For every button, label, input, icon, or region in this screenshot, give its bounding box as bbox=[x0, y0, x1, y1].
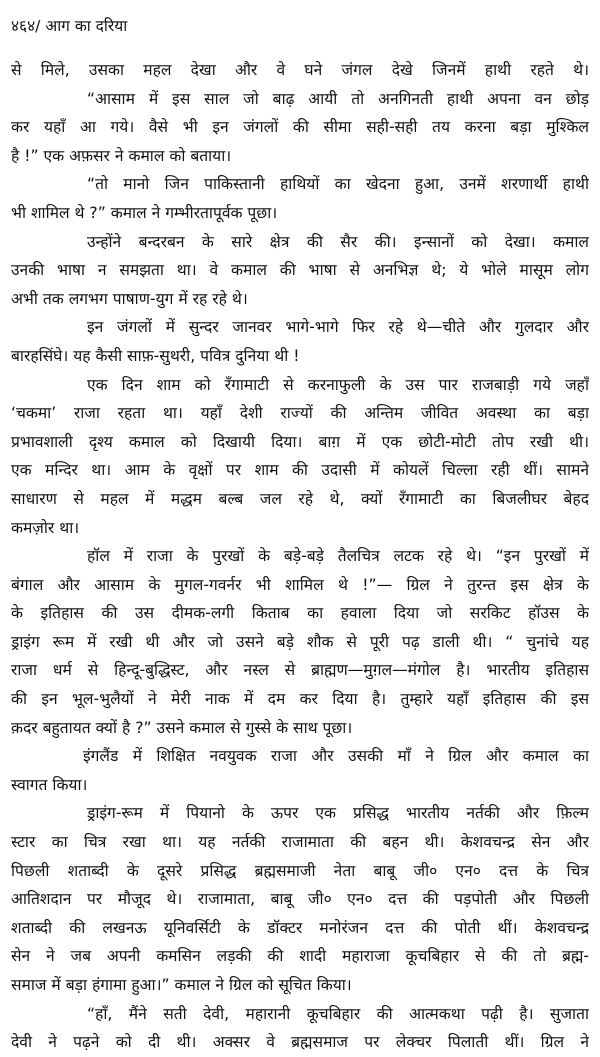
text-line: से मिले, उसका महल देखा और वे घने जंगल देखे जिनमें हाथी रहते थे। bbox=[11, 61, 589, 79]
text-line: एक दिन शाम को रँगामाटी से करनाफुली के उस पार राजबाड़ी गये जहाँ bbox=[87, 375, 589, 394]
text-line: उनकी भाषा न समझता था। वे कमाल की भाषा से अनभिज्ञ थे; ये भोले मासूम लोग bbox=[11, 261, 589, 280]
text-line: के इतिहास की उस दीमक-लगी किताब का हवाला दिया जो सरकिट हॉउस के bbox=[11, 604, 589, 623]
text-line: “हाँ, मैंने सती देवी, महारानी कूचबिहार की आत्मकथा पढ़ी है। सुजाता bbox=[87, 1004, 589, 1023]
text-line: की इन भूल-भुलैयों ने मेरी नाक में दम कर दिया है। तुम्हारे यहाँ इतिहास की इस bbox=[11, 690, 589, 709]
text-line: कमज़ोर था। bbox=[11, 518, 80, 537]
text-line: देवी ने पढ़ने को दी थी। अक्सर वे ब्रह्मसमाज पर लेक्चर पिलाती थीं। ग्रिल ने bbox=[11, 1033, 589, 1052]
text-line: राजा धर्म से हिन्दू-बुद्धिस्ट, और नस्ल से ब्राह्मण—मुग़ल—मंगोल है। भारतीय इतिहास bbox=[11, 661, 589, 680]
text-line: बारहसिंघे। यह कैसी साफ़-सुथरी, पवित्र दुनिया थी ! bbox=[11, 346, 300, 365]
page-header: ४६४/ आग का दरिया bbox=[11, 17, 128, 35]
text-line: “तो मानो जिन पाकिस्तानी हाथियों का खेदना हुआ, उनमें शरणार्थी हाथी bbox=[87, 175, 589, 194]
text-line: “आसाम में इस साल जो बाढ़ आयी तो अनगिनती हाथी अपना वन छोड़ bbox=[87, 89, 589, 108]
text-line: स्वागत किया। bbox=[11, 775, 88, 794]
text-line: क़दर बहुतायत क्यों है ?” उसने कमाल से गुस्से के साथ पूछा। bbox=[11, 718, 353, 737]
text-line: पिछली शताब्दी के दूसरे प्रसिद्ध ब्रह्मसमाजी नेता बाबू जी० एन० दत्त के चित्र bbox=[11, 861, 589, 880]
text-line: स्टार का चित्र रखा था। यह नर्तकी राजामाता की बहन थी। केशवचन्द्र सेन और bbox=[11, 833, 589, 852]
text-line: सेन ने जब अपनी कमसिन लड़की की शादी महाराजा कूचबिहार से की तो ब्रह्म- bbox=[11, 947, 589, 966]
text-line: साधारण से महल में मद्धम बल्ब जल रहे थे, क्यों रँगामाटी का बिजलीघर बेहद bbox=[11, 489, 589, 508]
text-line: प्रभावशाली दृश्य कमाल को दिखायी दिया। बाग़ में एक छोटी-मोटी तोप रखी थी। bbox=[11, 432, 589, 451]
body-text bbox=[11, 56, 589, 1057]
text-line: कर यहाँ आ गये। वैसे भी इन जंगलों की सीमा सही-सही तय करना बड़ा मुश्किल bbox=[11, 118, 589, 137]
text-line: ‘चकमा’ राजा रहता था। यहाँ देशी राज्यों की अन्तिम जीवित अवस्था का बड़ा bbox=[11, 404, 589, 423]
text-line: हॉल में राजा के पुरखों के बड़े-बड़े तैलचित्र लटक रहे थे। “इन पुरखों में bbox=[87, 547, 589, 566]
text-line: इन जंगलों में सुन्दर जानवर भागे-भागे फिर रहे थे—चीते और गुलदार और bbox=[87, 318, 589, 337]
text-line: भी शामिल थे ?” कमाल ने गम्भीरतापूर्वक पूछा। bbox=[11, 203, 278, 222]
text-line: आतिशदान पर मौजूद थे। राजामाता, बाबू जी० एन० दत्त की पड़पोती और पिछली bbox=[11, 890, 589, 909]
text-line: बंगाल और आसाम के मुगल-गवर्नर भी शामिल थे !”— ग्रिल ने तुरन्त इस क्षेत्र के bbox=[11, 575, 589, 594]
text-line: उन्होंने बन्दरबन के सारे क्षेत्र की सैर की। इन्सानों को देखा। कमाल bbox=[87, 232, 589, 251]
text-line: ड्राइंग-रूम में पियानो के ऊपर एक प्रसिद्ध भारतीय नर्तकी और फ़िल्म bbox=[87, 804, 589, 823]
text-line: अभी तक लगभग पाषाण-युग में रह रहे थे। bbox=[11, 289, 248, 308]
text-line: ड्राइंग रूम में रखी थी और जो उसने बड़े शौक से पूरी पढ़ डाली थी। “ चुनांचे यह bbox=[11, 632, 589, 651]
text-line: इंगलैंड में शिक्षित नवयुवक राजा और उसकी माँ ने ग्रिल और कमाल का bbox=[83, 747, 589, 766]
text-line: एक मन्दिर था। आम के वृक्षों पर शाम की उदासी में कोयलें चिल्ला रही थीं। सामने bbox=[11, 461, 589, 480]
text-line: है !” एक अफ़सर ने कमाल को बताया। bbox=[11, 146, 232, 165]
text-line: समाज में बड़ा हंगामा हुआ।” कमाल ने ग्रिल को सूचित किया। bbox=[11, 976, 352, 994]
text-line: शताब्दी की लखनऊ यूनिवर्सिटी के डॉक्टर मनोरंजन दत्त की पोती थीं। केशवचन्द्र bbox=[11, 918, 589, 937]
